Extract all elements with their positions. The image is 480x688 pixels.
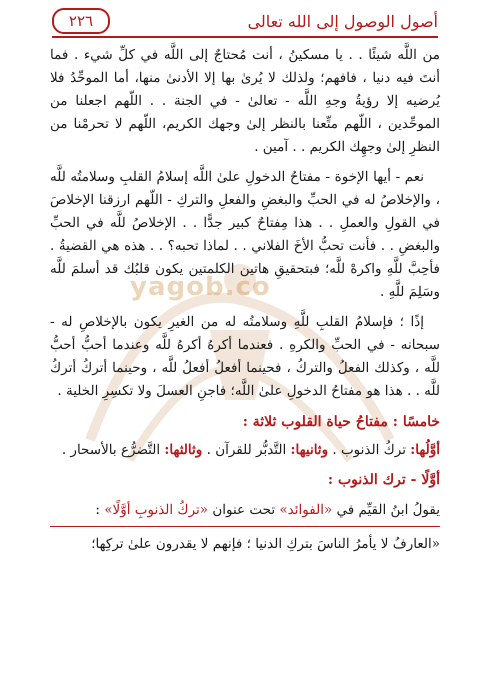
second-key-text: التَّدبُّر للقرآن .: [206, 442, 287, 458]
subheading-leaving-sins: أوَّلًا - ترك الذنوب :: [327, 472, 440, 488]
page-number-badge: ٢٢٦: [52, 8, 110, 34]
paragraph-2: نعم - أيها الإخوة - مفتاحُ الدخولِ علىٰ اللَّه إسلامُ القلبِ وسلامتُه للَّه ، والإخلاصُ له في الحبِّ والبغضِ والفعلِ والتركِ - اللّهم ارزقنا الإخلاصَ في القولِ والعملِ . . هذا مِفتاحٌ كبير جدًّا . . الإخلاصُ للَّه في الحبِّ والبغضِ . . فأنت تحبُّ الأخَ الفلاني . . لماذا تحبه؟ . . هذه هي القضيةُ . فأحِبَّ للَّهِ واكرهْ للَّه؛ فبتحقيقِ هاتين الكلمتين يكون قلبُك قد أسلمَ للَّه وسَلِمَ للَّهِ .: [50, 169, 440, 300]
third-key-text: التَّضرُّع بالأسحار .: [61, 442, 161, 458]
quote-intro: [50, 498, 440, 527]
quote-intro-after: :: [95, 502, 100, 518]
quote-intro-before: يقولُ ابنُ القيِّم في: [336, 502, 440, 518]
first-key-text: تركُ الذنوب .: [332, 442, 406, 458]
paragraph-1: من اللَّه شيئًا . . يا مسكينُ ، أنت مُحتاجٌ إلى اللَّه في كلِّ شيء . فما أنتَ فيه دنيا ، فافهم؛ ولذلك لا يُرىٰ بها إلا الأدنىٰ منها، أما الموحِّدُ فلا يُرضيه إلا رؤيةُ وجهِ اللَّه - تعالىٰ - في الجنة . . اللّهم اجعلنا من الموحِّدين ، اللّهم متِّعنا بالنظر إلىٰ وجهك الكريم، اللّهم لا تحرمْنا من النظرِ إلىٰ وجهِك الكريم . . آمين .: [50, 47, 440, 155]
quote-intro-middle: تحت عنوان: [212, 502, 276, 518]
first-key-label: أوَّلُها:: [410, 442, 440, 458]
header-rule: [52, 36, 438, 38]
second-key-label: وثانيها:: [290, 442, 329, 458]
page-header: [52, 6, 438, 36]
three-keys-line: [50, 438, 440, 462]
last-paragraph: «العارفُ لا يأمرُ الناسَ بتركِ الدنيا ؛ فإنهم لا يقدرون علىٰ تركِها؛: [91, 536, 440, 552]
section-heading: [50, 410, 440, 434]
page-body: [50, 44, 440, 563]
chapter-title: «تركُ الذنوبِ أوَّلًا»: [104, 502, 209, 518]
watermark-text: yagob.co: [130, 272, 271, 302]
paragraph-3: إذًا ؛ فإسلامُ القلبِ للَّهِ وسلامتُه له من الغيرِ يكون بالإخلاصِ له - سبحانه - في الحبِّ والكرهِ . فعندما أكرهُ أكرهُ للَّه وعندما أحبُّ أحبُّ للَّه ، وكذلك الفعلُ والتركُ ، فحينما أفعلُ أفعلُ للَّه ، وحينما أتركُ أتركُ للَّه . . هذا هو مفتاحُ الدخولِ علىٰ اللَّه؛ فاجنِ العسلَ ولا تكسِرِ الخلية .: [50, 314, 440, 399]
book-title: «الفوائد»: [279, 502, 333, 518]
third-key-label: وثالثها:: [164, 442, 203, 458]
section-title: مفتاحُ حياة القلوب ثلاثة :: [242, 414, 388, 430]
running-title: أصول الوصول إلى الله تعالى: [247, 12, 438, 31]
section-label: خامسًا :: [392, 414, 440, 430]
